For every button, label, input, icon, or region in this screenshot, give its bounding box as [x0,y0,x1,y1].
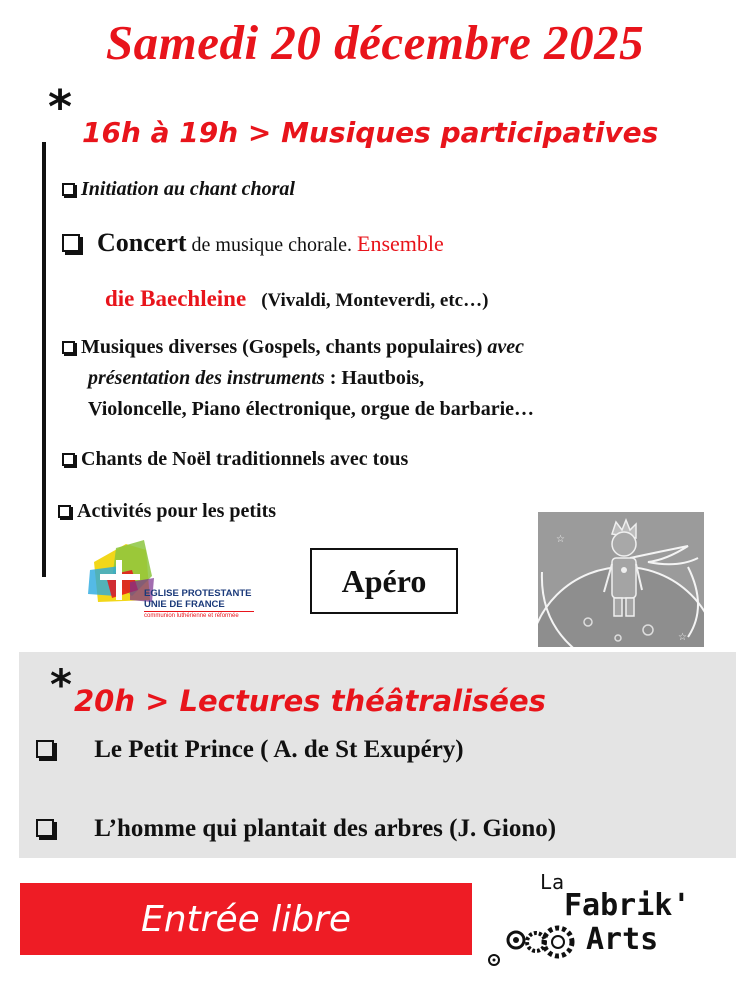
list-item-activites: Activités pour les petits [58,500,276,523]
checkbox-icon [62,341,75,354]
checkbox-icon [58,505,71,518]
asterisk-marker: * [48,80,73,134]
list-item-petit-prince: Le Petit Prince ( A. de St Exupéry) [36,736,464,764]
gears-icon [486,922,596,968]
asterisk-marker-2: * [50,660,72,709]
apero-box: Apéro [310,548,458,614]
epuf-logo [86,540,256,626]
logo-text-2: UNIE DE FRANCE [144,599,225,610]
checkbox-icon [36,819,54,837]
logo-text-1: EGLISE PROTESTANTE [144,588,252,599]
little-prince-icon [538,512,704,647]
checkbox-icon [36,740,54,758]
entree-libre-banner: Entrée libre [20,883,472,955]
list-item-ensemble-name: die Baechleine (Vivaldi, Monteverdi, etc…) [105,286,489,311]
logo-text-arts: Arts [586,922,659,957]
list-item-concert: Concert de musique chorale. Ensemble [62,228,444,258]
svg-text:☆: ☆ [556,534,565,545]
logo-text-la: La [540,870,565,894]
list-item-chants: Chants de Noël traditionnels avec tous [62,448,408,471]
vertical-divider [42,142,46,577]
svg-text:☆: ☆ [678,632,687,643]
checkbox-icon [62,234,80,252]
section-heading-lectures: 20h > Lectures théâtralisées [74,684,546,718]
fabrik-arts-logo [486,868,706,968]
list-item-homme-arbres: L’homme qui plantait des arbres (J. Giono) [36,815,556,843]
page-title: Samedi 20 décembre 2025 [105,15,645,70]
section-heading-musiques: 16h à 19h > Musiques participatives [82,116,659,149]
petit-prince-illustration [538,512,704,647]
list-item-musiques: Musiques diverses (Gospels, chants populaires) avec présentation des instruments : Hautbois, Violoncelle, Piano électronique, orgue de barbarie… [62,332,534,425]
logo-text-3: communion luthérienne et réformée [144,613,239,619]
logo-text-fabrik: Fabrik' [564,888,691,923]
list-item-initiation: Initiation au chant choral [62,178,295,201]
checkbox-icon [62,453,75,466]
checkbox-icon [62,183,75,196]
